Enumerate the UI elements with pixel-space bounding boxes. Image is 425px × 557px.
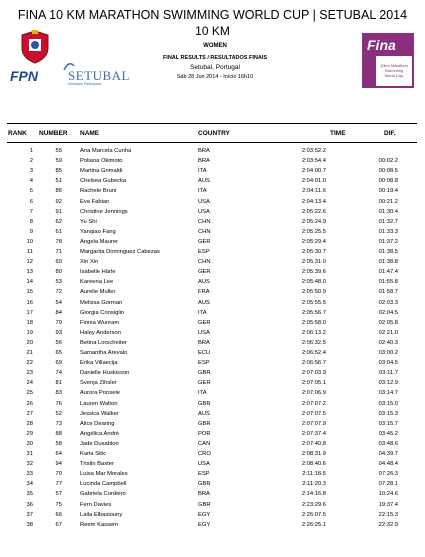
dif-cell: 03:15.7 [378,420,398,427]
dif-cell: 00:08.8 [378,178,398,185]
country-cell: ECU [198,350,211,356]
num-cell: 59 [55,158,62,165]
setubal-wordmark: SETUBAL [68,68,130,83]
table-row [0,431,425,440]
rank-cell: 7 [29,208,33,215]
country-cell: ITA [198,188,207,195]
num-cell: 70 [55,471,62,478]
dif-cell: 00:21.2 [378,198,398,205]
fina-line: 10km Marathon [380,63,408,68]
rank-cell: 13 [26,269,33,276]
country-cell: GER [198,319,211,326]
rank-cell: 36 [26,501,33,508]
country-cell: AUS [198,410,210,417]
table-row [0,370,425,379]
dif-cell: 19:37.4 [378,501,398,508]
dif-cell: 02:40.3 [378,339,398,346]
num-cell: 51 [55,178,62,185]
table-row [0,239,425,248]
time-cell: 2:05:50.9 [301,289,326,296]
table-row [0,491,425,500]
time-cell: 2:08:31.9 [301,451,326,457]
rank-cell: 27 [26,410,33,417]
table-row [0,512,425,521]
name-cell: Ana Marcela Cunha [80,148,132,154]
dif-cell: 02:05.8 [378,319,398,326]
table-row [0,330,425,339]
table-row [0,390,425,399]
num-cell: 71 [55,249,62,255]
name-cell: Tristin Baxter [80,461,114,468]
page-title: FINA 10 KM MARATHON SWIMMING WORLD CUP | SETUBAL 2014 [17,8,408,22]
table-row [0,451,425,460]
num-cell: 79 [55,319,62,326]
name-cell: Karla Sitic [80,451,107,457]
country-cell: FRA [198,289,210,296]
name-cell: Finnia Wunram [80,319,120,326]
dif-cell: 22:15.3 [378,511,398,518]
name-cell: Angélica André [80,430,119,437]
rank-cell: 11 [26,249,33,255]
dif-cell: 22:32.9 [378,521,398,528]
name-cell: Martina Grimaldi [80,168,123,175]
country-cell: ITA [198,390,207,397]
time-cell: 2:06:52.4 [301,350,326,356]
name-cell: Aurora Ponsele [80,390,120,397]
name-cell: Aurelie Muller [80,289,116,296]
time-cell: 2:11:18.5 [302,471,326,478]
rank-cell: 24 [26,380,33,387]
table-row [0,259,425,268]
num-cell: 86 [55,188,62,195]
rank-cell: 31 [26,451,33,457]
dif-cell: 03:12.9 [378,380,398,387]
num-cell: 80 [55,269,62,276]
setubal-logo [62,60,130,90]
country-cell: AUS [198,299,210,306]
name-cell: Poliana Okimoto [80,158,123,165]
name-cell: Xin Xin [80,259,99,266]
time-cell: 2:06:56.7 [301,360,326,367]
table-row [0,350,425,359]
time-cell: 2:05:29.4 [301,238,326,245]
rank-cell: 29 [26,430,33,437]
num-cell: 75 [55,501,62,508]
table-row [0,249,425,258]
table-row [0,320,425,329]
rank-cell: 18 [26,319,33,326]
num-cell: 60 [55,259,62,266]
country-cell: GBR [198,420,211,427]
num-cell: 61 [55,228,62,235]
num-cell: 94 [55,461,62,468]
table-row [0,471,425,480]
rank-cell: 20 [26,339,33,346]
time-cell: 2:14:16.8 [301,491,326,498]
time-cell: 2:26:25.1 [301,521,326,528]
country-cell: ESP [198,360,210,367]
name-cell: Haley Anderson [80,329,121,336]
country-cell: USA [198,208,210,215]
table-row [0,421,425,430]
name-cell: Luisa Mar Morales [80,471,128,478]
country-cell: USA [198,329,210,336]
time-cell: 2:05:24.9 [301,218,326,225]
country-cell: EGY [198,521,211,528]
rank-cell: 1 [29,148,33,154]
name-cell: Giorgia Consiglio [80,309,125,316]
dif-cell: 03:45.2 [378,430,398,437]
dif-cell: 04:39.7 [378,451,398,457]
table-row [0,502,425,511]
num-cell: 77 [55,481,62,488]
dif-cell: 00:08.5 [378,168,398,175]
dif-cell: 02:04.5 [378,309,398,316]
country-cell: ITA [198,309,207,316]
rank-cell: 12 [26,259,33,266]
rank-cell: 17 [26,309,33,316]
time-cell: 2:04:11.6 [302,188,326,195]
name-cell: Eva Fabian [80,198,110,205]
country-cell: BRA [198,491,210,498]
num-cell: 76 [55,400,62,407]
name-cell: Rachele Bruni [80,188,117,195]
time-cell: 2:07:06.9 [301,390,326,397]
country-cell: GBR [198,400,211,407]
rank-cell: 6 [29,198,33,205]
header-bottom-rule [7,142,417,143]
num-cell: 55 [55,148,62,154]
rank-cell: 19 [26,329,33,336]
country-cell: ITA [198,168,207,175]
num-cell: 62 [55,218,62,225]
table-row [0,199,425,208]
name-cell: Melissa Gorman [80,299,123,306]
fina-line: World Cup [384,73,404,78]
rank-cell: 38 [26,521,33,528]
fina-logo [362,33,414,88]
rank-cell: 37 [26,511,33,518]
country-cell: GER [198,380,211,387]
table-row [0,188,425,197]
time-cell: 2:05:31.0 [301,259,326,266]
header-top-rule [7,123,417,124]
table-row [0,178,425,187]
dif-cell: 07:28.1 [378,481,398,488]
num-cell: 66 [55,511,62,518]
table-row [0,380,425,389]
rank-cell: 26 [26,400,33,407]
table-row [0,310,425,319]
results-label: FINAL RESULTS / RESULTADOS FINAIS [162,55,268,61]
num-cell: 53 [55,279,62,286]
name-cell: Fern Davies [80,501,112,508]
rank-cell: 23 [26,370,33,377]
country-cell: BRA [198,148,210,154]
time-cell: 2:06:13.2 [301,329,326,336]
rank-cell: 14 [26,279,33,286]
num-cell: 84 [55,309,62,316]
dif-cell: 01:32.7 [378,218,398,225]
rank-cell: 4 [29,178,33,185]
race-distance: 10 KM [195,24,230,38]
time-cell: 2:07:37.4 [301,430,326,437]
country-cell: AUS [198,178,210,185]
fpn-wordmark: FPN [10,68,38,84]
num-cell: 58 [55,440,62,447]
rank-cell: 10 [26,238,33,245]
time-cell: 2:06:32.5 [301,339,326,346]
num-cell: 73 [55,420,62,427]
time-cell: 2:03:52.2 [301,148,326,154]
date-label: Sáb 28 Jun 2014 - Início 16h10 [176,74,254,80]
dif-cell: 01:47.4 [378,269,398,276]
country-cell: USA [198,198,210,205]
num-cell: 74 [55,370,62,377]
time-cell: 2:26:07.5 [301,511,326,518]
time-cell: 2:05:39.6 [301,269,326,276]
dif-cell: 03:00.2 [378,350,398,356]
rank-cell: 33 [26,471,33,478]
table-row [0,340,425,349]
rank-cell: 3 [29,168,33,175]
num-cell: 81 [55,380,62,387]
name-cell: Angela Maurer [80,238,119,245]
time-cell: 2:04:13.4 [301,198,326,205]
table-row [0,168,425,177]
name-cell: Samantha Arevalo [80,350,128,356]
table-row [0,219,425,228]
time-cell: 2:07:03.9 [301,370,326,377]
num-cell: 52 [55,410,62,417]
rank-cell: 16 [26,299,33,306]
col-name-header: NAME [80,130,100,137]
num-cell: 91 [55,208,62,215]
table-row [0,461,425,470]
rank-cell: 28 [26,420,33,427]
rank-cell: 8 [29,218,33,225]
country-cell: ESP [198,471,210,478]
time-cell: 2:07:07.5 [301,410,326,417]
name-cell: Yu Shi [80,218,97,225]
dif-cell: 02:03.3 [378,299,398,306]
table-row [0,300,425,309]
rank-cell: 35 [26,491,33,498]
category-label: WOMEN [203,43,227,49]
table-row [0,522,425,531]
name-cell: Lauren Walton [80,400,118,407]
time-cell: 2:04:01.0 [301,178,326,185]
num-cell: 88 [55,430,62,437]
num-cell: 57 [55,491,62,498]
num-cell: 72 [55,289,62,296]
country-cell: GBR [198,370,211,377]
country-cell: AUS [198,279,210,286]
dif-cell: 03:14.7 [378,390,398,397]
fina-event-box [376,56,412,86]
country-cell: POR [198,430,211,437]
col-dif-header: DIF. [384,130,396,137]
col-number-header: NUMBER [39,130,68,137]
table-row [0,411,425,420]
time-cell: 2:07:05.1 [301,380,326,387]
country-cell: CHN [198,228,211,235]
dif-cell: 01:30.4 [378,208,398,215]
fina-wordmark: Fina [367,37,396,53]
dif-cell: 01:33.3 [378,228,398,235]
time-cell: 2:07:07.2 [301,400,326,407]
table-row [0,148,425,157]
dif-cell: 00:19.4 [378,188,398,195]
setubal-tagline: Município Participado [68,82,102,86]
dif-cell: 04:48.4 [378,461,398,468]
country-cell: ESP [198,249,210,255]
country-cell: CRO [198,451,211,457]
col-country-header: COUNTRY [198,130,230,137]
dif-cell: 01:37.2 [378,238,398,245]
table-row [0,209,425,218]
rank-cell: 22 [26,360,33,367]
num-cell: 83 [55,390,62,397]
rank-cell: 9 [29,228,33,235]
num-cell: 65 [55,350,62,356]
country-cell: GBR [198,501,211,508]
dif-cell: 02:21.0 [378,329,398,336]
dif-cell: 03:11.7 [379,370,398,377]
table-row [0,269,425,278]
dif-cell: 03:48.6 [378,440,398,447]
dif-cell: 01:38.8 [378,259,398,266]
time-cell: 2:07:07.9 [301,420,326,427]
num-cell: 85 [55,168,62,175]
name-cell: Laila Elbasiouny [80,511,123,518]
table-row [0,279,425,288]
table-row [0,441,425,450]
name-cell: Gabriela Cordeiro [80,491,126,498]
rank-cell: 2 [29,158,33,165]
table-row [0,481,425,490]
name-cell: Lucinda Campbell [80,481,127,488]
name-cell: Erika Villaecija [80,360,118,367]
rank-cell: 21 [26,350,33,356]
fina-line: Swimming [384,68,404,73]
num-cell: 56 [55,339,62,346]
col-rank-header: RANK [8,130,27,137]
time-cell: 2:08:40.6 [301,461,326,468]
country-cell: GER [198,238,211,245]
table-row [0,360,425,369]
name-cell: Alice Dearing [80,420,115,427]
name-cell: Danielle Huskisson [80,370,130,377]
rank-cell: 25 [26,390,33,397]
table-row [0,229,425,238]
time-cell: 2:05:56.7 [301,309,326,316]
fpn-logo [10,30,65,90]
time-cell: 2:05:30.7 [301,249,326,255]
dif-cell: 01:55.8 [378,279,398,286]
time-cell: 2:05:22.6 [301,208,326,215]
name-cell: Yanqiao Fang [80,228,116,235]
name-cell: Svenja Zihsler [80,380,117,387]
num-cell: 93 [55,329,62,336]
rank-cell: 30 [26,440,33,447]
table-row [0,158,425,167]
dif-cell: 07:26.3 [378,471,398,478]
country-cell: CAN [198,440,211,447]
num-cell: 78 [55,238,62,245]
dif-cell: 03:04.5 [378,360,398,367]
venue-label: Setubal, Portugal [190,64,240,71]
name-cell: Betina Lorscheiter [80,339,127,346]
dif-cell: 03:15.3 [378,410,398,417]
name-cell: Reem Kassem [80,521,119,528]
dif-cell: 01:38.5 [378,249,398,255]
name-cell: Kareena Lee [80,279,114,286]
num-cell: 92 [55,198,62,205]
time-cell: 2:05:25.5 [301,228,326,235]
rank-cell: 5 [29,188,33,195]
crest-icon [20,30,50,64]
name-cell: Christine Jennings [80,208,128,215]
table-row [0,401,425,410]
country-cell: USA [198,461,210,468]
country-cell: BRA [198,339,210,346]
dif-cell: 00:02.2 [378,158,398,165]
country-cell: BRA [198,158,210,165]
time-cell: 2:07:40.8 [301,440,326,447]
num-cell: 64 [55,451,62,457]
time-cell: 2:03:54.4 [301,158,326,165]
num-cell: 67 [55,521,62,528]
name-cell: Isabelle Härle [80,269,116,276]
country-cell: CHN [198,259,211,266]
time-cell: 2:05:55.5 [301,299,326,306]
col-time-header: TIME [330,130,346,137]
dif-cell: 10:24.6 [378,491,398,498]
name-cell: Chelsea Gubecka [80,178,127,185]
name-cell: Jessica Walker [80,410,119,417]
time-cell: 2:04:00.7 [301,168,326,175]
name-cell: Margarita Dominguez Cabezas [80,249,160,255]
dif-cell: 01:58.7 [378,289,398,296]
country-cell: GER [198,269,211,276]
country-cell: GBR [198,481,211,488]
time-cell: 2:11:20.3 [302,481,326,488]
rank-cell: 34 [26,481,33,488]
time-cell: 2:05:48.0 [301,279,326,286]
country-cell: CHN [198,218,211,225]
time-cell: 2:23:29.6 [301,501,326,508]
rank-cell: 15 [26,289,33,296]
dif-cell: 03:15.0 [378,400,398,407]
table-row [0,289,425,298]
num-cell: 69 [55,360,62,367]
num-cell: 54 [55,299,62,306]
country-cell: EGY [198,511,211,518]
time-cell: 2:05:58.0 [301,319,326,326]
rank-cell: 32 [26,461,33,468]
name-cell: Jade Dusablon [80,440,119,447]
